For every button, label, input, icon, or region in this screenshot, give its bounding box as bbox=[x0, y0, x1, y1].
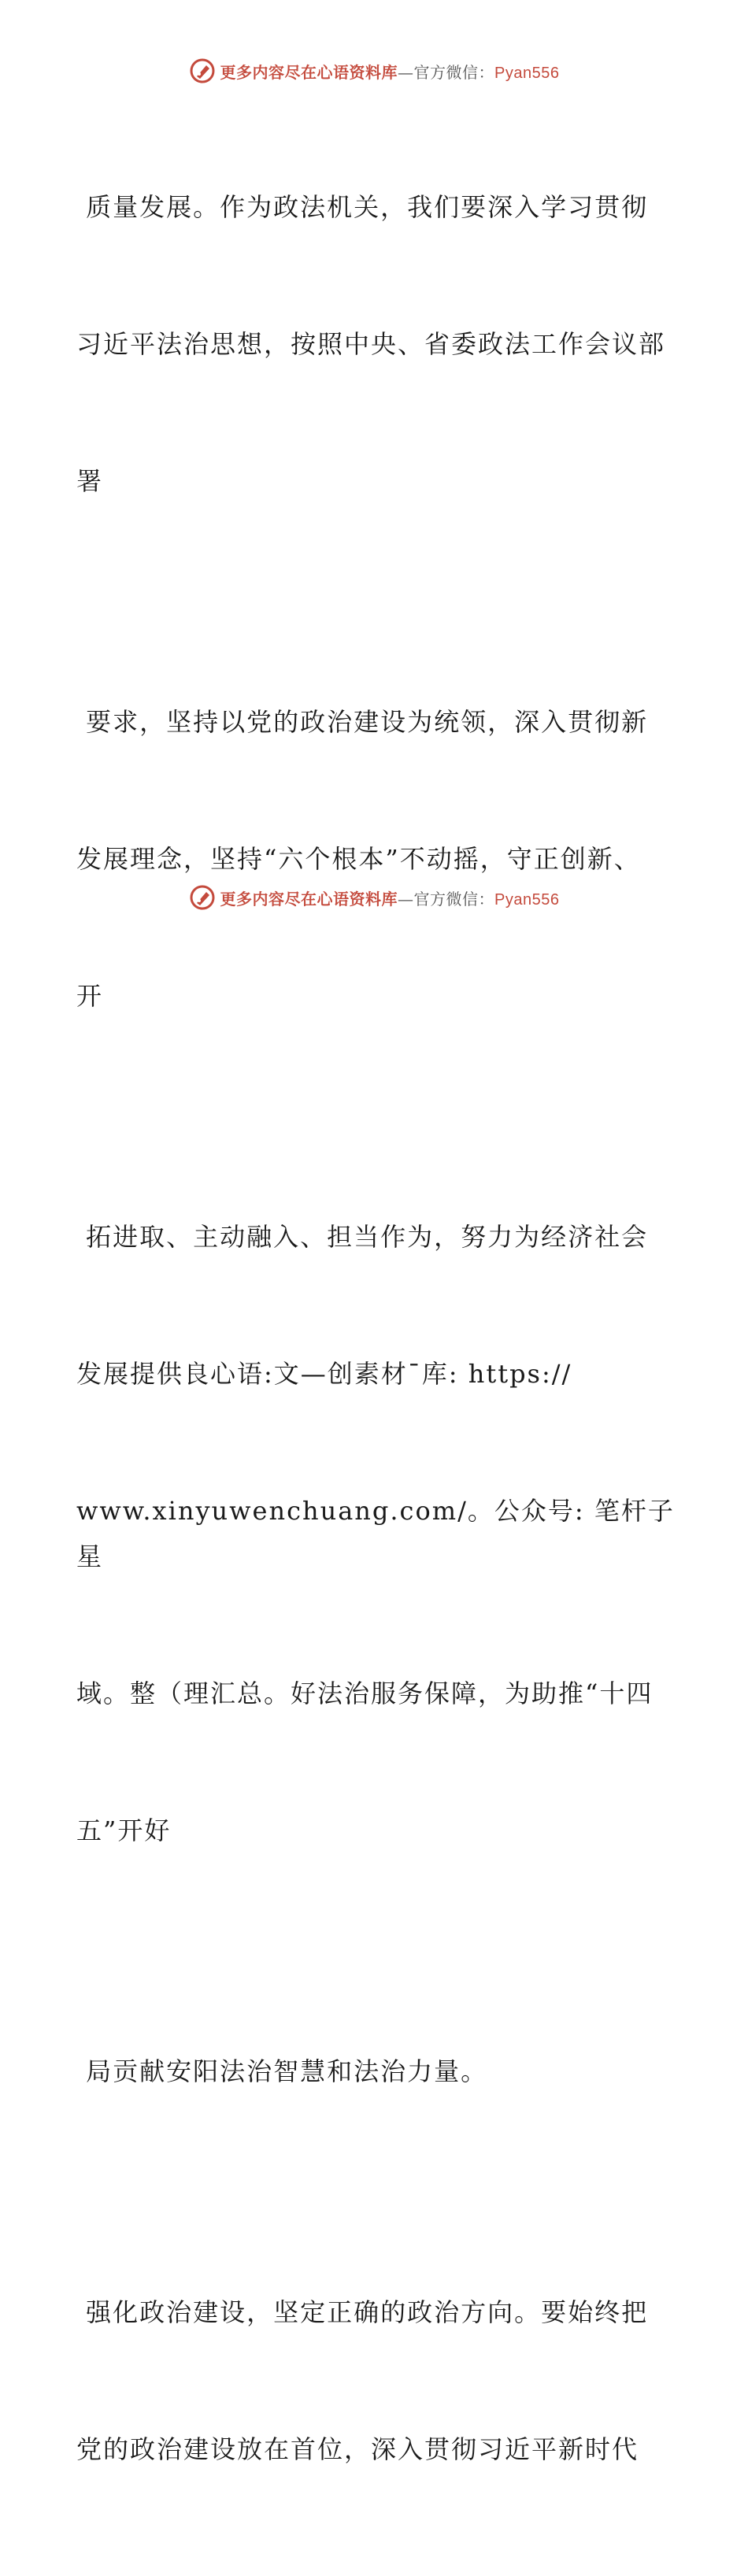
pen-nib-logo-icon bbox=[189, 57, 216, 84]
paragraph-line: 署 bbox=[76, 466, 104, 496]
paragraph-line: 局贡献安阳法治智慧和法治力量。 bbox=[76, 2056, 488, 2086]
paragraph-line: 域。整（理汇总。好法治服务保障，为助推“十四 bbox=[76, 1678, 654, 1708]
header-dash: — bbox=[398, 62, 414, 82]
paragraph-line: 习近平法治思想，按照中央、省委政法工作会议部 bbox=[76, 329, 666, 359]
footer-banner-text bbox=[220, 886, 560, 909]
header-site-text: 更多内容尽在心语资料库 bbox=[220, 62, 398, 82]
header-banner-text bbox=[220, 60, 560, 83]
footer-wechat-label: 官方微信： bbox=[413, 889, 495, 909]
paragraph-line: 要求，坚持以党的政治建设为统领，深入贯彻新 bbox=[76, 707, 649, 737]
header-banner bbox=[0, 55, 748, 87]
paragraph-4 bbox=[76, 1957, 675, 2186]
paragraph-line: 拓进取、主动融入、担当作为，努力为经济社会 bbox=[76, 1222, 649, 1252]
paragraph-line: 质量发展。作为政法机关，我们要深入学习贯彻 bbox=[76, 192, 649, 222]
paragraph-line: 开 bbox=[76, 981, 104, 1011]
document-body bbox=[76, 93, 675, 2576]
header-wechat-id: Pyan556 bbox=[494, 64, 560, 82]
paragraph-line: www.xinyuwenchuang.com/。公众号: 笔杆子星 bbox=[76, 1496, 675, 1571]
paragraph-line: 五”开好 bbox=[76, 1815, 172, 1845]
pen-nib-logo-icon bbox=[189, 884, 216, 911]
header-wechat-label: 官方微信： bbox=[413, 62, 495, 82]
paragraph-line: 党的政治建设放在首位，深入贯彻习近平新时代 bbox=[76, 2434, 639, 2464]
paragraph-line: 发展理念，坚持“六个根本”不动摇，守正创新、 bbox=[76, 844, 641, 874]
paragraph-line: 发展提供良心语:文—创素材¯库: https:// bbox=[76, 1359, 572, 1389]
paragraph-1 bbox=[76, 93, 675, 595]
footer-dash: — bbox=[398, 889, 414, 909]
paragraph-5 bbox=[76, 2198, 675, 2563]
paragraph-3 bbox=[76, 1123, 675, 1945]
paragraph-2 bbox=[76, 608, 675, 1110]
footer-banner bbox=[0, 882, 748, 913]
footer-site-text: 更多内容尽在心语资料库 bbox=[220, 889, 398, 909]
footer-wechat-id: Pyan556 bbox=[494, 890, 560, 909]
paragraph-line: 强化政治建设，坚定正确的政治方向。要始终把 bbox=[76, 2297, 649, 2327]
